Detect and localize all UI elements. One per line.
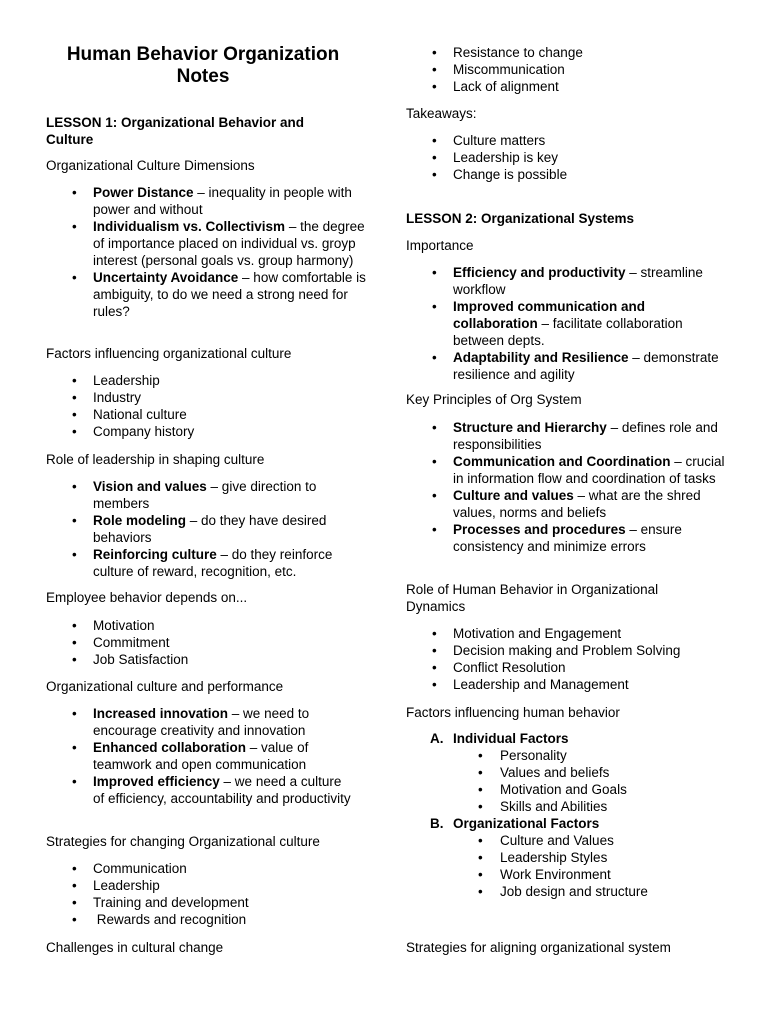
- human-role-heading: Role of Human Behavior in Organizational Dynamics: [406, 582, 659, 614]
- list-item: • Culture and values – what are the shred values, norms and beliefs: [406, 487, 731, 521]
- list-item: • Individualism vs. Collectivism – the degree of importance placed on individual vs. groyp interest (personal goals vs. group harmony): [46, 218, 366, 269]
- strategies-heading: Strategies for changing Organizational culture: [46, 834, 320, 849]
- list-item: • Motivation: [46, 617, 188, 634]
- list-item: • Leadership Styles: [453, 849, 648, 866]
- list-item: • Improved efficiency – we need a culture of efficiency, accountability and productivity: [46, 773, 351, 807]
- hb-factors-heading: Factors influencing human behavior: [406, 705, 620, 720]
- list-item: • Communication and Coordination – crucial in information flow and coordination of tasks: [406, 453, 731, 487]
- list-item: [406, 730, 648, 815]
- performance-heading: Organizational culture and performance: [46, 679, 284, 694]
- list-item: • Processes and procedures – ensure consistency and minimize errors: [406, 521, 731, 555]
- principles-list: [406, 419, 731, 555]
- list-item: • Decision making and Problem Solving: [406, 642, 680, 659]
- list-item: • Work Environment: [453, 866, 648, 883]
- list-item: • Resistance to change: [406, 44, 583, 61]
- challenges-heading: Challenges in cultural change: [46, 940, 224, 955]
- list-item: • Role modeling – do they have desired behaviors: [46, 512, 351, 546]
- importance-list: [406, 264, 731, 383]
- list-item: • National culture: [46, 406, 194, 423]
- role-list: [46, 478, 351, 580]
- list-item: • Rewards and recognition: [46, 911, 249, 928]
- list-item: • Industry: [46, 389, 194, 406]
- list-item: • Lack of alignment: [406, 78, 583, 95]
- list-item: • Miscommunication: [406, 61, 583, 78]
- lesson-2-heading: LESSON 2: Organizational Systems: [406, 211, 635, 226]
- list-item: • Power Distance – inequality in people with power and without: [46, 184, 366, 218]
- list-item: • Skills and Abilities: [453, 798, 648, 815]
- list-item: • Motivation and Goals: [453, 781, 648, 798]
- dimensions-heading: Organizational Culture Dimensions: [46, 158, 255, 173]
- employee-heading: Employee behavior depends on...: [46, 590, 248, 605]
- list-item: • Motivation and Engagement: [406, 625, 680, 642]
- list-item: • Leadership is key: [406, 149, 567, 166]
- list-item: • Structure and Hierarchy – defines role and responsibilities: [406, 419, 731, 453]
- dimensions-list: [46, 184, 366, 320]
- principles-heading: Key Principles of Org System: [406, 392, 582, 407]
- list-item: • Job Satisfaction: [46, 651, 188, 668]
- list-item: • Efficiency and productivity – streamline workflow: [406, 264, 731, 298]
- performance-list: [46, 705, 351, 807]
- organizational-factors-label: Organizational Factors: [453, 816, 600, 831]
- list-item: • Enhanced collaboration – value of teamwork and open communication: [46, 739, 351, 773]
- list-item: • Job design and structure: [453, 883, 648, 900]
- list-item: • Leadership: [46, 877, 249, 894]
- align-heading: Strategies for aligning organizational system: [406, 940, 671, 955]
- list-item: • Improved communication and collaboration – facilitate collaboration between depts.: [406, 298, 731, 349]
- hb-factors-list: [406, 730, 648, 900]
- list-item: • Conflict Resolution: [406, 659, 680, 676]
- list-item: • Commitment: [46, 634, 188, 651]
- list-item: • Increased innovation – we need to encourage creativity and innovation: [46, 705, 351, 739]
- individual-factors-label: Individual Factors: [453, 731, 569, 746]
- list-item: • Training and development: [46, 894, 249, 911]
- list-marker: B.: [430, 816, 444, 831]
- factors-heading: Factors influencing organizational culture: [46, 346, 292, 361]
- list-item: • Personality: [453, 747, 648, 764]
- takeaways-heading: Takeaways:: [406, 106, 477, 121]
- factors-list: [46, 372, 194, 440]
- list-marker: A.: [430, 731, 444, 746]
- challenges-list: [406, 44, 583, 95]
- importance-heading: Importance: [406, 238, 474, 253]
- list-item: • Adaptability and Resilience – demonstrate resilience and agility: [406, 349, 731, 383]
- list-item: • Vision and values – give direction to members: [46, 478, 351, 512]
- list-item: • Reinforcing culture – do they reinforce culture of reward, recognition, etc.: [46, 546, 351, 580]
- human-role-list: [406, 625, 680, 693]
- organizational-factors-list: [453, 832, 648, 900]
- lesson-1-heading: LESSON 1: Organizational Behavior and Culture: [46, 115, 305, 147]
- individual-factors-list: [453, 747, 648, 815]
- list-item: • Communication: [46, 860, 249, 877]
- role-heading: Role of leadership in shaping culture: [46, 452, 265, 467]
- list-item: • Leadership and Management: [406, 676, 680, 693]
- strategies-list: [46, 860, 249, 928]
- list-item: • Culture and Values: [453, 832, 648, 849]
- employee-list: [46, 617, 188, 668]
- takeaways-list: [406, 132, 567, 183]
- list-item: [406, 815, 648, 900]
- list-item: • Culture matters: [406, 132, 567, 149]
- list-item: • Company history: [46, 423, 194, 440]
- list-item: • Values and beliefs: [453, 764, 648, 781]
- document-title: Human Behavior Organization Notes: [66, 44, 340, 87]
- list-item: • Change is possible: [406, 166, 567, 183]
- list-item: • Uncertainty Avoidance – how comfortable is ambiguity, to do we need a strong need for rules?: [46, 269, 366, 320]
- list-item: • Leadership: [46, 372, 194, 389]
